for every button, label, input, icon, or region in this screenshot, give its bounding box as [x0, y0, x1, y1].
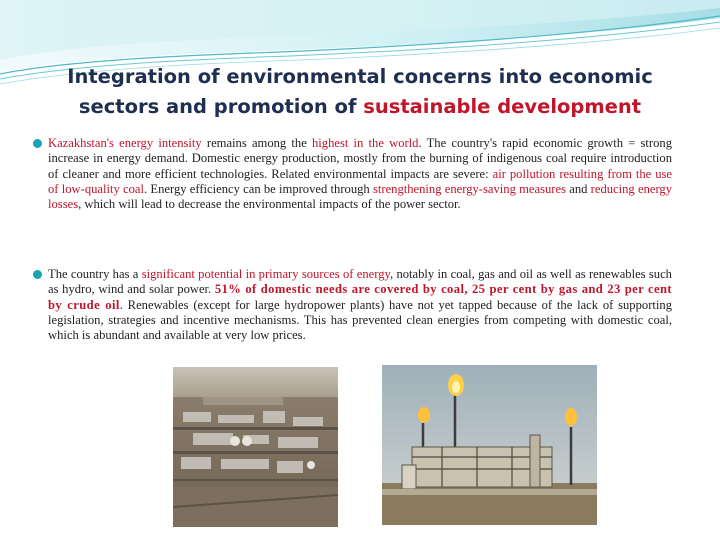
- bullet-text-segment: and: [565, 181, 591, 196]
- bullet-dot-icon: [33, 270, 42, 279]
- bullet-text-segment: significant potential in primary sources of energy: [141, 267, 390, 281]
- bullet-text-segment: , notably in coal, gas and oil as well as renewables such as hydro, wind and solar power.: [48, 267, 672, 297]
- bullet-text-segment: . Renewables (except for large hydropower plants) have not yet tapped because of the lack of supporting legislation, strategies and incentive mechanisms. This has prevented clean energies from competing with domestic coal, which is abundant and available at very low prices.: [48, 297, 672, 343]
- title-highlight: sustainable development: [363, 95, 642, 118]
- bullet-text-segment: The country has a: [48, 267, 142, 281]
- bullet-text-segment: air pollution resulting from the use of low-quality coal: [48, 166, 672, 196]
- bullet-energy-intensity: [48, 136, 672, 212]
- bullet-energy-potential: [48, 267, 672, 343]
- industrial-site-aerial-photo: [173, 367, 338, 527]
- bullet-text-segment: strengthening energy-saving measures: [372, 181, 566, 196]
- bullet-text-segment: highest in the world: [311, 136, 419, 150]
- bullet-text-segment: . Energy efficiency can be improved through: [144, 181, 373, 196]
- gas-flare-plant-photo: [382, 365, 597, 525]
- bullet-text-segment: remains among the: [201, 136, 312, 150]
- slide-title: [30, 62, 690, 122]
- bullet-dot-icon: [33, 139, 42, 148]
- title-text: Integration of environmental concerns into economic sectors and promotion of: [67, 65, 653, 118]
- bullet-text-segment: 51% of domestic needs are covered by coal, 25 per cent by gas and 23 per cent by crude oil: [48, 282, 672, 312]
- bullet-text-segment: Kazakhstan's energy intensity: [48, 136, 202, 150]
- bullet-text-segment: reducing energy losses: [48, 181, 673, 212]
- bullet-text-segment: . The country's rapid economic growth = strong increase in energy demand. Domestic energy production, mostly from the burning of indigenous coal require introduction of cleaner and more efficient technologies. Related environmental impacts are severe:: [48, 136, 673, 181]
- bullet-text-segment: , which will lead to decrease the environmental impacts of the power sector.: [78, 197, 461, 212]
